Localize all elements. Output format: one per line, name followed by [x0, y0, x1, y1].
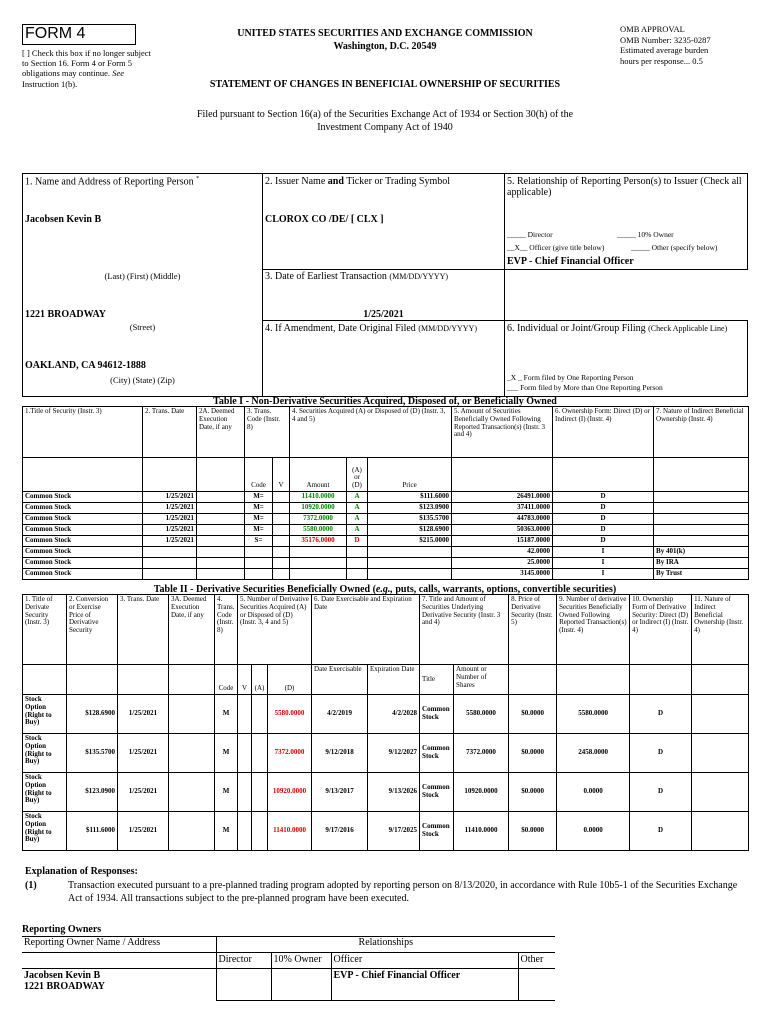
t1-h-owned: 5. Amount of Securities Beneficially Owned Following Reported Transaction(s) (Instr. 3 and 4): [452, 407, 553, 458]
date-exercisable: 9/17/2016: [312, 812, 368, 851]
v-flag: [273, 536, 290, 547]
deemed-date: [197, 503, 245, 514]
t1-h-form: 6. Ownership Form: Direct (D) or Indirect (I) (Instr. 4): [553, 407, 654, 458]
t2-h-date-ex: Date Exercisable: [312, 665, 368, 695]
t1-h-v: V: [273, 458, 290, 492]
conversion-price: $128.6900: [67, 695, 118, 734]
deemed-date: [169, 812, 215, 851]
underlying-amount: 10920.0000: [454, 773, 509, 812]
owners-table: [22, 936, 555, 1001]
owners-col-name: Reporting Owner Name / Address: [22, 936, 216, 952]
table-row: [23, 695, 749, 734]
amount: [290, 569, 347, 580]
price: $215.0000: [368, 536, 452, 547]
trans-code: M: [215, 773, 238, 812]
amount: [290, 547, 347, 558]
owner-name-address: [22, 968, 216, 1000]
t2-h-code-sub: Code: [215, 665, 238, 695]
derivative-owned: 2458.0000: [557, 734, 630, 773]
expiration-date: 4/2/2028: [368, 695, 420, 734]
non-derivative-table: [22, 406, 749, 580]
price: [368, 558, 452, 569]
one-person-option[interactable]: _X _ Form filed by One Reporting Person: [507, 373, 634, 382]
nature-indirect: By IRA: [654, 558, 749, 569]
disposed-d: 11410.0000: [268, 812, 312, 851]
a-or-d: A: [347, 514, 368, 525]
table2-title-eg: e.g.,: [375, 584, 393, 595]
box1-label: [25, 176, 199, 188]
derivative-price: $0.0000: [509, 734, 557, 773]
deemed-date: [169, 695, 215, 734]
ownership-form: D: [630, 773, 692, 812]
conversion-price: $135.5700: [67, 734, 118, 773]
t2-h-price: 8. Price of Derivative Security (Instr. 5): [509, 595, 557, 665]
checkbox-instr: Instruction 1(b).: [22, 78, 78, 89]
nature-indirect: [654, 525, 749, 536]
v-flag: [273, 558, 290, 569]
v-flag: [238, 773, 252, 812]
owners-ten-pct: 10% Owner: [271, 952, 331, 968]
t2-h-amt: Amount or Number of Shares: [454, 665, 509, 695]
trans-date: 1/25/2021: [143, 503, 197, 514]
earliest-date-value: 1/25/2021: [363, 309, 404, 320]
trans-code: S=: [245, 536, 273, 547]
nature-indirect: [692, 734, 749, 773]
t2-h-underlying: 7. Title and Amount of Securities Underlying Derivative Security (Instr. 3 and 4): [420, 595, 509, 665]
amount-owned: 26491.0000: [452, 492, 553, 503]
t1-h-deemed: 2A. Deemed Execution Date, if any: [197, 407, 245, 458]
price: $128.6900: [368, 525, 452, 536]
box2-label: [265, 176, 450, 187]
amount-owned: 37411.0000: [452, 503, 553, 514]
more-persons-option[interactable]: ___ Form filed by More than One Reporting Person: [507, 383, 663, 392]
box3-label-fmt: (MM/DD/YYYY): [389, 272, 449, 281]
omb-line3: Estimated average burden: [620, 45, 709, 56]
owner-address: 1221 BROADWAY: [24, 980, 106, 992]
expiration-date: 9/13/2026: [368, 773, 420, 812]
table2-title: Table II - Derivative Securities Beneficially Owned (e.g., puts, calls, warrants, options, convertible securities): [153, 584, 617, 595]
underlying-amount: 7372.0000: [454, 734, 509, 773]
deemed-date: [169, 734, 215, 773]
t2-h-conv: 2. Conversion or Exercise Price of Derivative Security: [67, 595, 118, 665]
ownership-form: I: [553, 547, 654, 558]
box4-label-fmt: (MM/DD/YYYY): [418, 324, 477, 333]
trans-code: [245, 547, 273, 558]
omb-line1: OMB APPROVAL: [620, 24, 685, 34]
v-flag: [273, 547, 290, 558]
owners-title: Reporting Owners: [22, 924, 102, 935]
t2-h-v: V: [238, 665, 252, 695]
table-row: [23, 536, 749, 547]
box6-label-note: (Check Applicable Line): [648, 324, 728, 333]
acquired-a: [252, 773, 268, 812]
security-title: Common Stock: [23, 558, 143, 569]
nature-indirect: [654, 492, 749, 503]
trans-date: 1/25/2021: [143, 525, 197, 536]
deemed-date: [197, 536, 245, 547]
price: $111.6000: [368, 492, 452, 503]
box1-label-mark: *: [196, 176, 200, 182]
t2-h-title: 1. Title of Derivate Security (Instr. 3): [23, 595, 67, 665]
derivative-price: $0.0000: [509, 812, 557, 851]
price: [368, 547, 452, 558]
trans-code: M=: [245, 525, 273, 536]
street-value: 1221 BROADWAY: [25, 309, 107, 320]
ownership-form: D: [630, 734, 692, 773]
price: $135.5700: [368, 514, 452, 525]
amount-owned: 44783.0000: [452, 514, 553, 525]
table-row: [23, 569, 749, 580]
t2-h-code: 4. Trans. Code (Instr. 8): [215, 595, 238, 665]
underlying-amount: 11410.0000: [454, 812, 509, 851]
trans-code: M=: [245, 514, 273, 525]
t2-h-exp: Expiration Date: [368, 665, 420, 695]
acquired-a: [252, 734, 268, 773]
v-flag: [273, 525, 290, 536]
trans-date: 1/25/2021: [118, 734, 169, 773]
explanation-text: Transaction executed pursuant to a pre-planned trading program adopted by reporting person on 8/13/2020, in accordance with Rule 10b5-1 of the Securities Exchange Act of 1934. All transactions subject to the pre-planned program have been executed.: [68, 880, 738, 904]
table-row: [23, 503, 749, 514]
deemed-date: [197, 569, 245, 580]
amount: 35176.0000: [290, 536, 347, 547]
derivative-title: Stock Option (Right to Buy): [23, 812, 67, 851]
table-row: [23, 773, 749, 812]
security-title: Common Stock: [23, 569, 143, 580]
a-or-d: [347, 558, 368, 569]
table-row: [23, 547, 749, 558]
ownership-form: D: [553, 492, 654, 503]
table-row: [23, 558, 749, 569]
derivative-title: Stock Option (Right to Buy): [23, 695, 67, 734]
amount: 5580.0000: [290, 525, 347, 536]
v-flag: [273, 503, 290, 514]
derivative-title: Stock Option (Right to Buy): [23, 734, 67, 773]
box4-label-text: 4. If Amendment, Date Original Filed: [265, 323, 416, 334]
a-or-d: A: [347, 525, 368, 536]
price: [368, 569, 452, 580]
amount: 7372.0000: [290, 514, 347, 525]
amount: 10920.0000: [290, 503, 347, 514]
box4-label: [265, 323, 477, 334]
expiration-date: 9/12/2027: [368, 734, 420, 773]
derivative-price: $0.0000: [509, 773, 557, 812]
v-flag: [238, 734, 252, 773]
t1-h-date: 2. Trans. Date: [143, 407, 197, 458]
box2-label-a: 2. Issuer Name: [265, 176, 328, 187]
box6-label-text: 6. Individual or Joint/Group Filing: [507, 323, 646, 334]
deemed-date: [197, 547, 245, 558]
table-row: [23, 514, 749, 525]
street-caption: (Street): [129, 322, 156, 332]
omb-line4: hours per response... 0.5: [620, 55, 703, 66]
security-title: Common Stock: [23, 514, 143, 525]
nature-indirect: By Trust: [654, 569, 749, 580]
trans-date: [143, 558, 197, 569]
trans-date: 1/25/2021: [143, 514, 197, 525]
amount: [290, 558, 347, 569]
v-flag: [273, 514, 290, 525]
explanation-title: Explanation of Responses:: [25, 866, 138, 877]
trans-date: [143, 547, 197, 558]
security-title: Common Stock: [23, 492, 143, 503]
nature-indirect: [692, 695, 749, 734]
ownership-form: D: [553, 503, 654, 514]
t1-h-code: 3. Trans. Code (Instr. 8): [245, 407, 290, 458]
ownership-form: I: [553, 558, 654, 569]
trans-date: 1/25/2021: [143, 492, 197, 503]
issuer-value: CLOROX CO /DE/ [ CLX ]: [265, 214, 384, 225]
derivative-table: [22, 594, 749, 851]
omb-line2: OMB Number: 3235-0287: [620, 34, 711, 45]
amount-owned: 15187.0000: [452, 536, 553, 547]
trans-code: M=: [245, 503, 273, 514]
city-value: OAKLAND, CA 94612-1888: [25, 360, 146, 371]
a-or-d: A: [347, 503, 368, 514]
disposed-d: 10920.0000: [268, 773, 312, 812]
t2-h-date: 3. Trans. Date: [118, 595, 169, 665]
table1-title: Table I - Non-Derivative Securities Acquired, Disposed of, or Beneficially Owned: [213, 396, 557, 407]
filed-line2: Investment Company Act of 1940: [317, 122, 453, 133]
owner-name: Jacobsen Kevin B: [24, 969, 101, 981]
ownership-form: D: [553, 525, 654, 536]
officer-title: EVP - Chief Financial Officer: [507, 256, 634, 267]
deemed-date: [197, 558, 245, 569]
nature-indirect: [692, 812, 749, 851]
ten-pct-option[interactable]: _____ 10% Owner: [617, 230, 674, 239]
t2-h-owned: 9. Number of derivative Securities Beneficially Owned Following Reported Transaction(s) (Instr. 4): [557, 595, 630, 665]
disposed-d: 5580.0000: [268, 695, 312, 734]
derivative-price: $0.0000: [509, 695, 557, 734]
t2-h-number: 5. Number of Derivative Securities Acquired (A) or Disposed of (D) (Instr. 3, 4 and 5): [238, 595, 312, 665]
trans-code: M=: [245, 492, 273, 503]
ownership-form: I: [553, 569, 654, 580]
trans-date: [143, 569, 197, 580]
t1-h-code-sub: Code: [245, 458, 273, 492]
owners-officer: Officer: [331, 952, 518, 968]
reporting-person-name: Jacobsen Kevin B: [25, 214, 102, 225]
v-flag: [273, 569, 290, 580]
v-flag: [238, 695, 252, 734]
underlying-amount: 5580.0000: [454, 695, 509, 734]
trans-code: [245, 569, 273, 580]
name-caption: (Last) (First) (Middle): [104, 271, 181, 281]
derivative-owned: 0.0000: [557, 812, 630, 851]
nature-indirect: [654, 514, 749, 525]
date-exercisable: 9/13/2017: [312, 773, 368, 812]
t1-h-aord: (A) or (D): [347, 458, 368, 492]
table-row: [23, 525, 749, 536]
a-or-d: D: [347, 536, 368, 547]
t1-h-amount: Amount: [290, 458, 347, 492]
ownership-form: D: [630, 695, 692, 734]
omb-approval: [620, 24, 760, 67]
city-caption: (City) (State) (Zip): [110, 375, 175, 385]
acquired-a: [252, 812, 268, 851]
security-title: Common Stock: [23, 503, 143, 514]
nature-indirect: By 401(k): [654, 547, 749, 558]
table-row: [23, 492, 749, 503]
box5-label: 5. Relationship of Reporting Person(s) to Issuer (Check all applicable): [507, 176, 742, 199]
conversion-price: $123.0900: [67, 773, 118, 812]
disposed-d: 7372.0000: [268, 734, 312, 773]
date-exercisable: 4/2/2019: [312, 695, 368, 734]
amount: 11410.0000: [290, 492, 347, 503]
security-title: Common Stock: [23, 547, 143, 558]
officer-option[interactable]: __X__ Officer (give title below): [507, 243, 605, 252]
deemed-date: [169, 773, 215, 812]
t2-h-d: (D): [268, 665, 312, 695]
table-row: [23, 734, 749, 773]
owners-col-rel: Relationships: [216, 936, 555, 952]
underlying-title: Common Stock: [420, 734, 454, 773]
security-title: Common Stock: [23, 525, 143, 536]
statement-title: STATEMENT OF CHANGES IN BENEFICIAL OWNERSHIP OF SECURITIES: [209, 79, 561, 90]
nature-indirect: [654, 536, 749, 547]
t2-h-ut: Title: [420, 665, 454, 695]
deemed-date: [197, 525, 245, 536]
nature-indirect: [654, 503, 749, 514]
box6-label: [507, 323, 745, 334]
other-option[interactable]: _____ Other (specify below): [631, 243, 718, 252]
a-or-d: A: [347, 492, 368, 503]
amount-owned: 42.0000: [452, 547, 553, 558]
t2-h-nature: 11. Nature of Indirect Beneficial Ownership (Instr. 4): [692, 595, 749, 665]
no-longer-subject-checkbox[interactable]: [22, 48, 152, 89]
ownership-form: D: [553, 536, 654, 547]
owner-officer-title: EVP - Chief Financial Officer: [331, 968, 518, 1000]
t1-h-price: Price: [368, 458, 452, 492]
trans-date: 1/25/2021: [118, 812, 169, 851]
trans-date: 1/25/2021: [143, 536, 197, 547]
v-flag: [273, 492, 290, 503]
table-row: [23, 812, 749, 851]
explanation-num: (1): [25, 880, 37, 891]
amount-owned: 3145.0000: [452, 569, 553, 580]
filed-line1: Filed pursuant to Section 16(a) of the Securities Exchange Act of 1934 or Section 30(h) of the: [196, 109, 574, 120]
conversion-price: $111.6000: [67, 812, 118, 851]
date-exercisable: 9/12/2018: [312, 734, 368, 773]
box3-label: [265, 271, 448, 282]
derivative-title: Stock Option (Right to Buy): [23, 773, 67, 812]
t2-h-form: 10. Ownership Form of Derivative Security: Direct (D) or Indirect (I) (Instr. 4): [630, 595, 692, 665]
ownership-form: D: [630, 812, 692, 851]
a-or-d: [347, 569, 368, 580]
acquired-a: [252, 695, 268, 734]
security-title: Common Stock: [23, 536, 143, 547]
ownership-form: D: [553, 514, 654, 525]
t2-h-a: (A): [252, 665, 268, 695]
expiration-date: 9/17/2025: [368, 812, 420, 851]
trans-code: M: [215, 695, 238, 734]
box2-label-b: Ticker or Trading Symbol: [343, 176, 451, 187]
trans-date: 1/25/2021: [118, 695, 169, 734]
t1-h-acquired: 4. Securities Acquired (A) or Disposed of (D) (Instr. 3, 4 and 5): [290, 407, 452, 458]
form-title: FORM 4: [25, 25, 86, 42]
checkbox-text: [ ] Check this box if no longer subject to Section 16. Form 4 or Form 5 obligations may continue.: [22, 48, 151, 79]
agency-line1: UNITED STATES SECURITIES AND EXCHANGE COMMISSION: [237, 28, 533, 39]
deemed-date: [197, 492, 245, 503]
price: $123.0900: [368, 503, 452, 514]
t1-h-nature: 7. Nature of Indirect Beneficial Ownership (Instr. 4): [654, 407, 749, 458]
deemed-date: [197, 514, 245, 525]
a-or-d: [347, 547, 368, 558]
underlying-title: Common Stock: [420, 773, 454, 812]
t2-h-deemed: 3A. Deemed Execution Date, if any: [169, 595, 215, 665]
derivative-owned: 5580.0000: [557, 695, 630, 734]
owners-other: Other: [518, 952, 555, 968]
owners-director: Director: [216, 952, 271, 968]
derivative-owned: 0.0000: [557, 773, 630, 812]
box2-label-and: and: [327, 176, 344, 187]
box3-label-text: 3. Date of Earliest Transaction: [265, 271, 387, 282]
agency-line2: Washington, D.C. 20549: [333, 41, 437, 52]
amount-owned: 50363.0000: [452, 525, 553, 536]
checkbox-see: See: [112, 68, 124, 79]
trans-code: M: [215, 812, 238, 851]
nature-indirect: [692, 773, 749, 812]
trans-code: [245, 558, 273, 569]
underlying-title: Common Stock: [420, 695, 454, 734]
t1-h-title: 1.Title of Security (Instr. 3): [23, 407, 143, 458]
box1-label-text: 1. Name and Address of Reporting Person: [25, 176, 194, 188]
amount-owned: 25.0000: [452, 558, 553, 569]
underlying-title: Common Stock: [420, 812, 454, 851]
v-flag: [238, 812, 252, 851]
t2-h-dates: 6. Date Exercisable and Expiration Date: [312, 595, 420, 665]
trans-date: 1/25/2021: [118, 773, 169, 812]
trans-code: M: [215, 734, 238, 773]
director-option[interactable]: _____ Director: [507, 230, 553, 239]
